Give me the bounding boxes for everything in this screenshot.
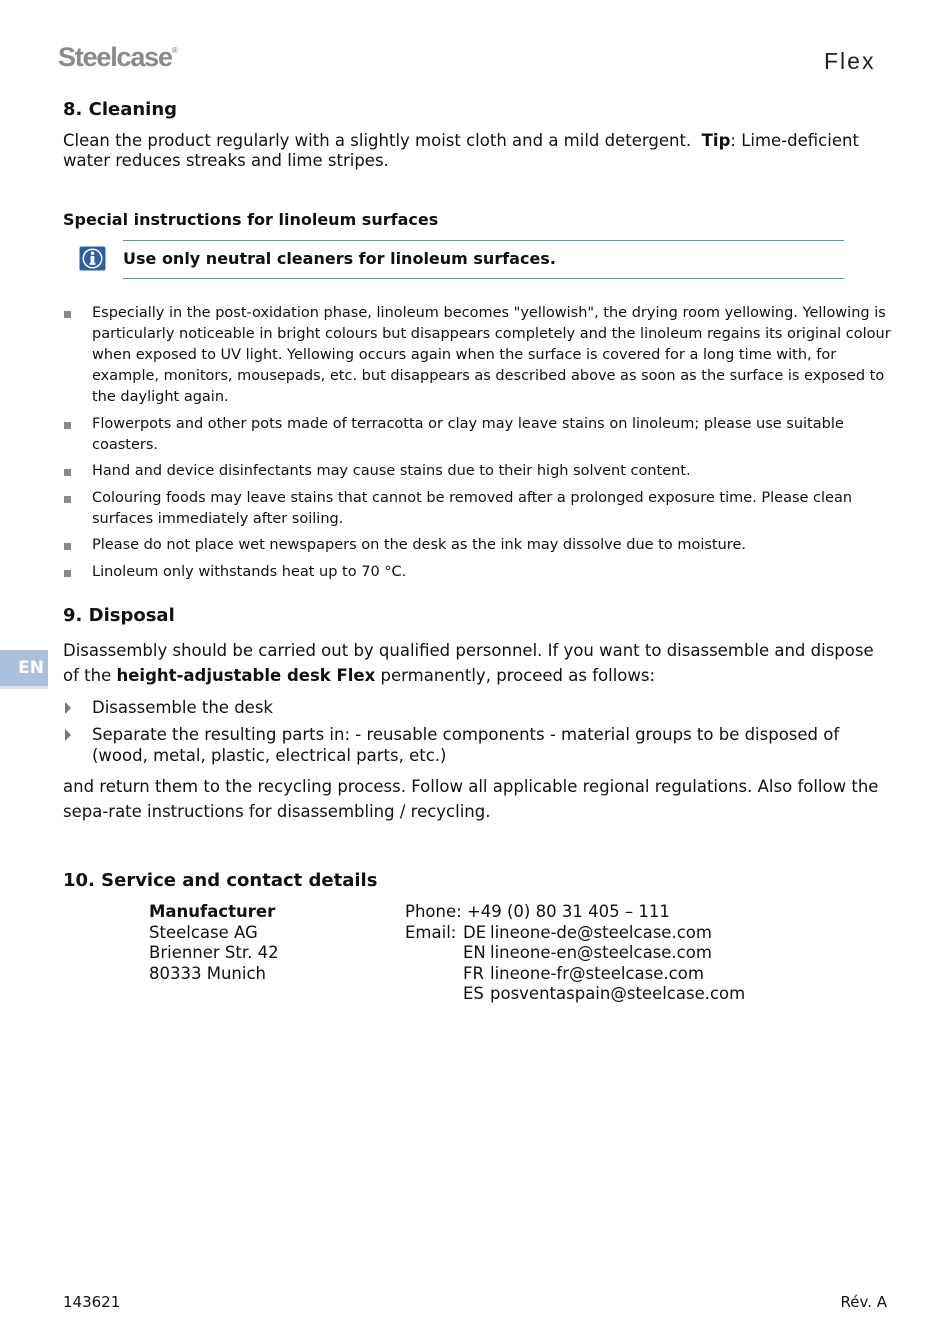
linoleum-bullet-list [63,303,893,588]
list-item: Linoleum only withstands heat up to 70 °C. [63,562,893,583]
phone-number[interactable]: +49 (0) 80 31 405 – 111 [466,902,670,921]
bullet-square-icon [64,543,71,550]
email-line [405,943,885,964]
manufacturer-label: Manufacturer [149,902,276,921]
email-line [405,984,885,1005]
email-label: Email: [405,922,457,942]
company-name: Steelcase AG [149,922,258,942]
linoleum-heading: Special instructions for linoleum surfaces [63,210,439,229]
service-heading: 10. Service and contact details [63,870,378,891]
email-en[interactable]: lineone-en@steelcase.com [490,943,712,962]
email-lang-en: EN [463,943,486,962]
bullet-square-icon [64,570,71,577]
email-lang-de: DE [463,922,487,942]
cleaning-text: Clean the product regularly with a slightly moist cloth and a mild detergent. Tip: Lime-deficient water reduces streaks and lime stripes. [63,131,859,170]
list-item: Colouring foods may leave stains that cannot be removed after a prolonged exposure time. Please clean surfaces immediately after soiling. [63,488,893,530]
list-item: Please do not place wet newspapers on the desk as the ink may dissolve due to moisture. [63,535,893,556]
list-item: Disassemble the desk [63,697,893,718]
contact-block [405,902,885,1005]
bullet-square-icon [64,469,71,476]
email-lang-es: ES [463,984,484,1003]
bullet-square-icon [64,311,71,318]
email-line [405,923,885,944]
disposal-intro: Disassembly should be carried out by qualified personnel. If you want to disassemble and dispose of the height-adjustable desk Flex permanently, proceed as follows: [63,641,874,685]
language-tab: EN [0,650,48,686]
step-arrow-icon [65,702,71,714]
bullet-square-icon [64,422,71,429]
email-es[interactable]: posventaspain@steelcase.com [490,984,746,1003]
steelcase-logo: Steelcase® [58,42,178,72]
email-lang-fr: FR [463,963,484,983]
disposal-heading: 9. Disposal [63,605,175,626]
email-de[interactable]: lineone-de@steelcase.com [490,922,712,942]
list-item: Flowerpots and other pots made of terracotta or clay may leave stains on linoleum; please use suitable coasters. [63,414,893,456]
info-icon [79,246,106,271]
list-item: Especially in the post-oxidation phase, linoleum becomes "yellowish", the drying room yellowing. Yellowing is particularly noticeable in bright colours but disappears completely and the linoleum regains its original colour when exposed to UV light. Yellowing occurs again when the surface is covered for a long time with, for example, monitors, mousepads, etc. but disappears as described above as soon as the surface is exposed to the daylight again. [63,303,893,408]
email-line [405,964,885,985]
disposal-outro: and return them to the recycling process. Follow all applicable regional regulations. Also follow the sepa-rate instructions for disassembling / recycling. [63,777,879,821]
notice-text: Use only neutral cleaners for linoleum surfaces. [123,249,556,268]
document-number: 143621 [63,1293,121,1311]
street-address: Brienner Str. 42 [149,943,279,962]
manufacturer-block [149,902,389,984]
tip-label: Tip [701,131,731,150]
list-item: Separate the resulting parts in: - reusable components - material groups to be disposed of (wood, metal, plastic, electrical parts, etc.) [63,724,893,766]
revision-label: Rév. A [840,1293,887,1311]
product-name: Flex [824,48,876,74]
phone-label: Phone: [405,902,462,921]
bullet-square-icon [64,496,71,503]
step-arrow-icon [65,729,71,741]
phone-line [405,902,885,923]
list-item: Hand and device disinfectants may cause stains due to their high solvent content. [63,461,893,482]
disposal-step-list [63,697,893,772]
cleaning-heading: 8. Cleaning [63,99,178,120]
email-fr[interactable]: lineone-fr@steelcase.com [490,963,704,983]
city-address: 80333 Munich [149,963,266,983]
